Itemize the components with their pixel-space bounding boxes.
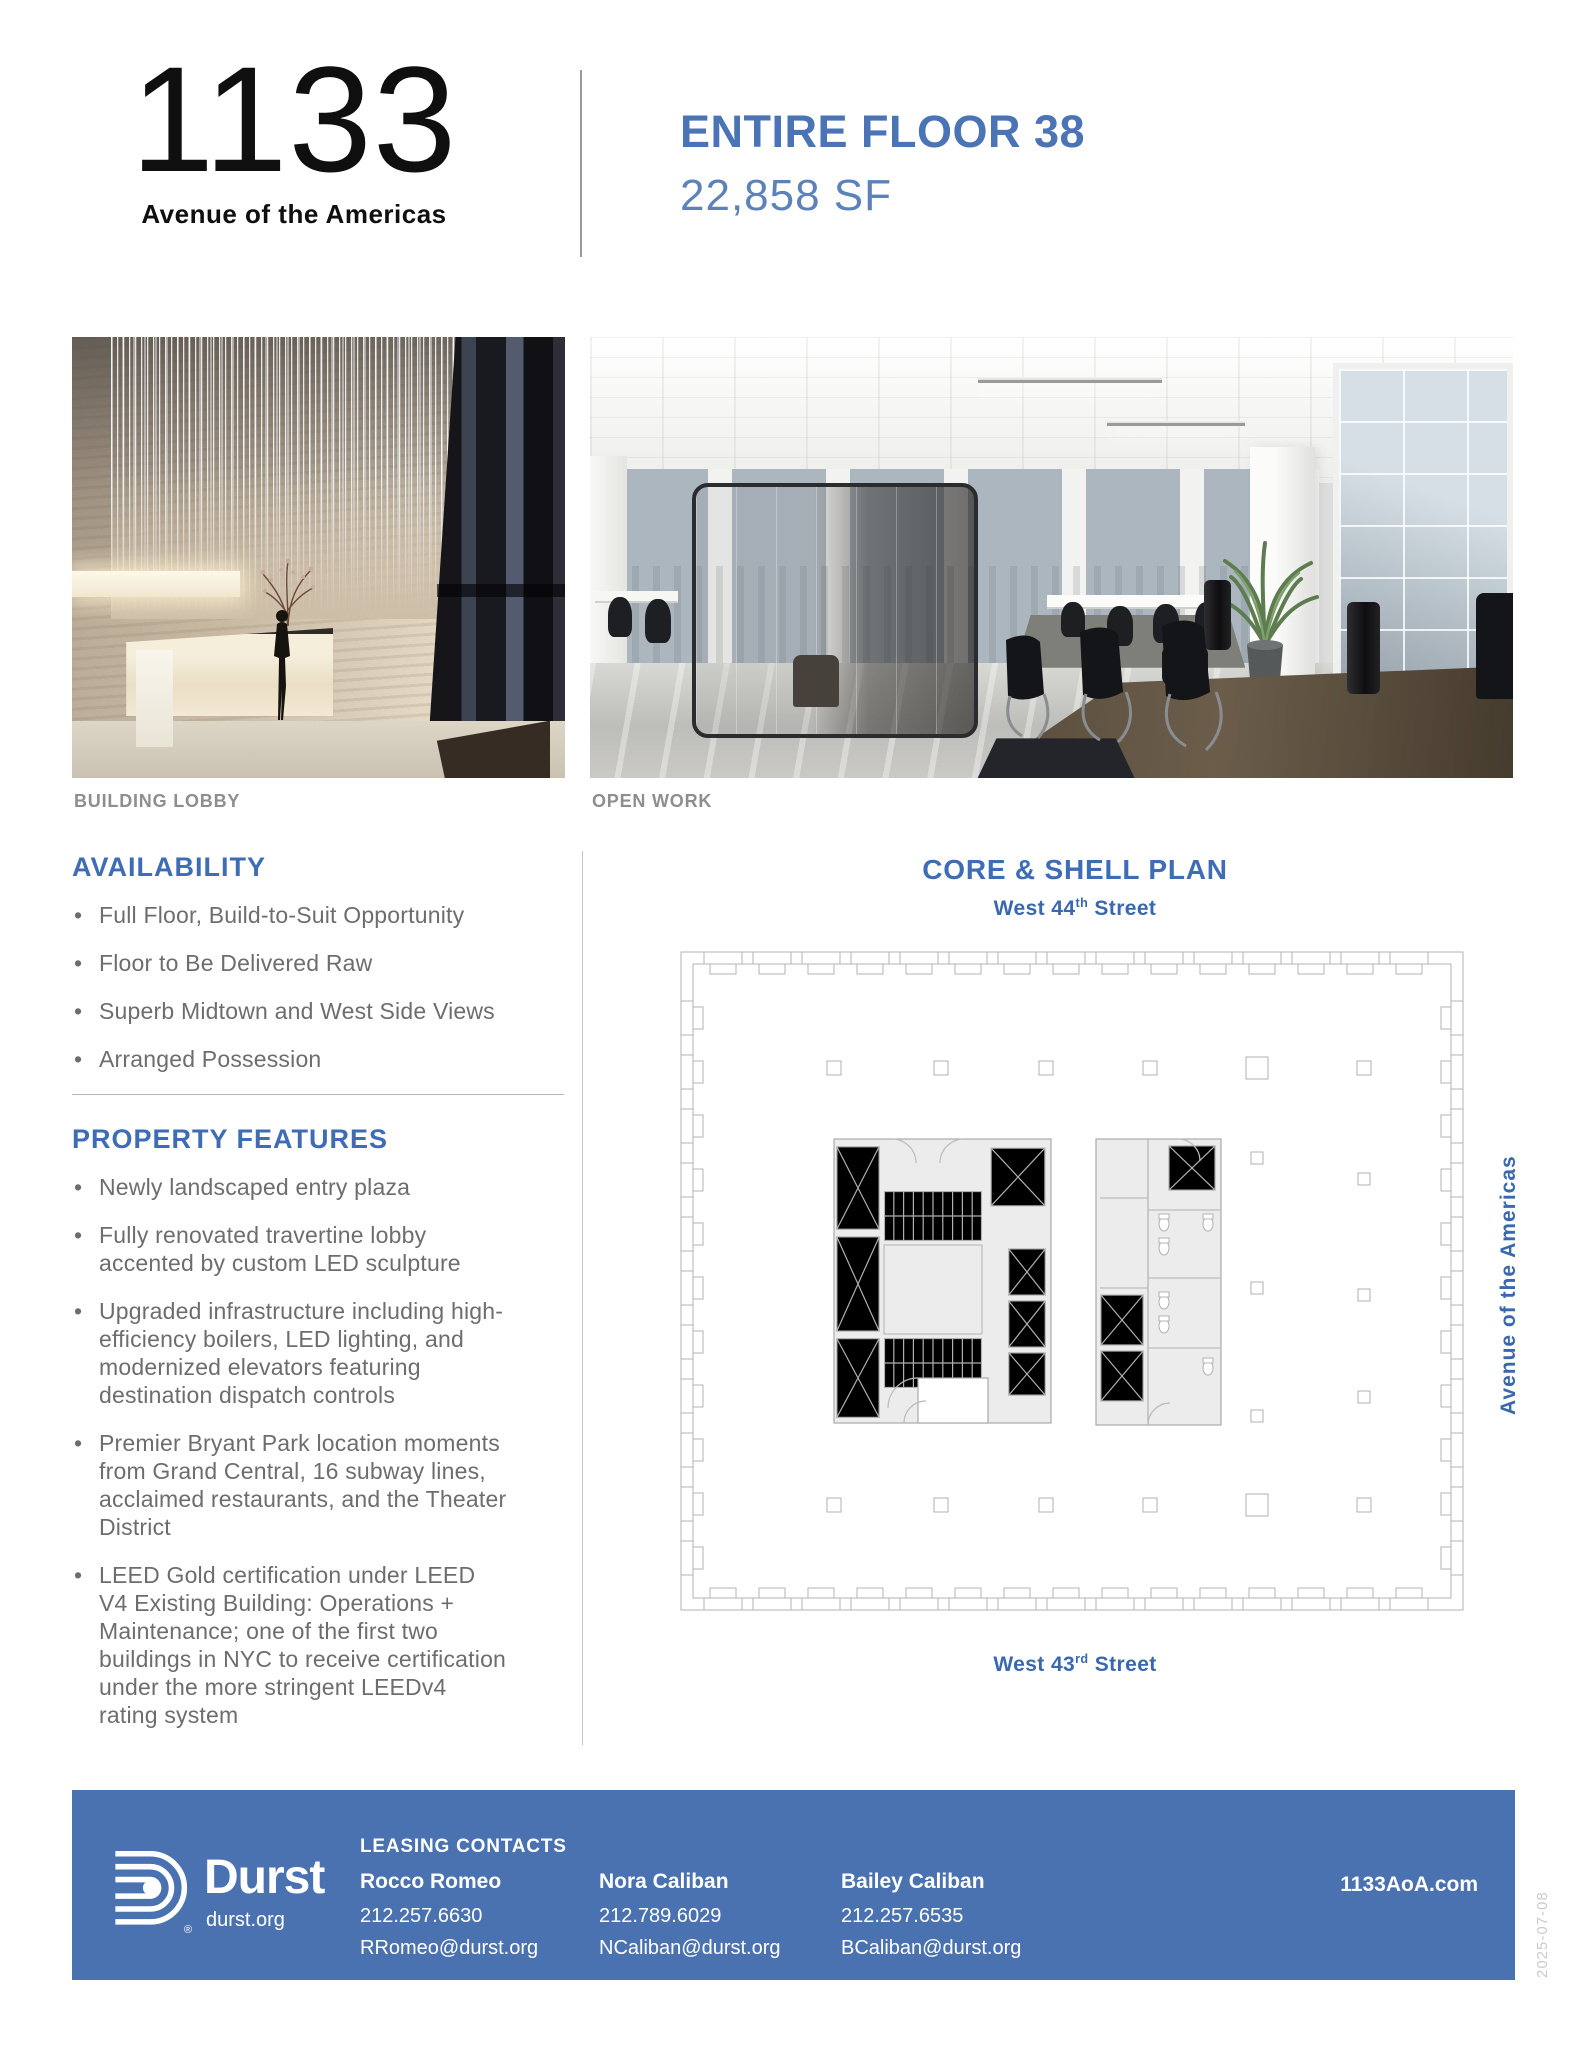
contact-email[interactable]: BCaliban@durst.org	[841, 1937, 1022, 1959]
office-task-chair	[645, 599, 671, 643]
leasing-contact	[360, 1870, 595, 1960]
lobby-window-sill	[437, 584, 565, 597]
lobby-pedestal	[136, 650, 173, 747]
leather-chairs	[996, 610, 1256, 778]
feature-item: • Fully renovated travertine lobby accented by custom LED sculpture	[72, 1221, 510, 1277]
street-label-sup: th	[1075, 896, 1089, 910]
availability-heading: AVAILABILITY	[72, 852, 266, 882]
lobby-person-silhouette	[269, 608, 295, 726]
contact-phone: 212.257.6535	[841, 1905, 964, 1927]
availability-item: • Superb Midtown and West Side Views	[72, 997, 510, 1025]
header-divider	[580, 70, 582, 257]
leasing-contact	[599, 1870, 834, 1960]
street-label-sup: rd	[1075, 1652, 1089, 1666]
street-label-west-43	[660, 1652, 1490, 1677]
building-logo	[118, 35, 470, 230]
contact-phone: 212.257.6630	[360, 1905, 483, 1927]
office-pendant-light	[1107, 421, 1245, 426]
cylinder-lamp	[1347, 602, 1380, 695]
leasing-contact	[841, 1870, 1076, 1960]
street-label-text: West 43	[993, 1653, 1076, 1676]
photo-caption-lobby: BUILDING LOBBY	[74, 791, 241, 811]
floor-plan-drawing	[678, 948, 1468, 1616]
lobby-lit-soffit	[72, 571, 240, 597]
contact-phone: 212.789.6029	[599, 1905, 722, 1927]
listing-title-block	[680, 106, 1085, 221]
section-divider	[72, 1094, 564, 1095]
column-divider	[582, 851, 583, 1745]
plan-heading: CORE & SHELL PLAN	[922, 854, 1228, 885]
building-subtitle: Avenue of the Americas	[141, 199, 447, 229]
footer-bar	[72, 1790, 1515, 1980]
availability-item: • Floor to Be Delivered Raw	[72, 949, 510, 977]
contact-name: Rocco Romeo	[360, 1870, 502, 1893]
registered-mark: ®	[184, 1924, 193, 1936]
contact-name: Nora Caliban	[599, 1870, 729, 1893]
listing-title: ENTIRE FLOOR 38	[680, 106, 1086, 157]
contact-name: Bailey Caliban	[841, 1870, 985, 1893]
building-lobby-photo	[72, 337, 565, 778]
feature-item: • LEED Gold certification under LEED V4 Existing Building: Operations + Maintenance; one of the first two buildings in NYC to receive certification under the more stringent LEEDv4 rating system	[72, 1561, 510, 1729]
street-label-text: West 44	[993, 897, 1076, 920]
office-task-chair	[608, 597, 632, 637]
street-label-text: Street	[1088, 897, 1157, 920]
office-pendant-light	[978, 377, 1163, 383]
durst-logo-icon	[108, 1840, 200, 1932]
date-stamp: 2025-07-08	[1534, 1891, 1551, 1979]
street-label-west-44	[660, 896, 1490, 921]
feature-item: • Premier Bryant Park location moments from Grand Central, 16 subway lines, acclaimed restaurants, and the Theater District	[72, 1429, 510, 1541]
availability-section	[72, 852, 572, 1093]
street-label-avenue-of-americas: Avenue of the Americas	[1497, 1155, 1520, 1415]
leasing-contacts-heading: LEASING CONTACTS	[360, 1836, 567, 1857]
contact-email[interactable]: RRomeo@durst.org	[360, 1937, 539, 1959]
street-label-text: Street	[1088, 1653, 1157, 1676]
listing-size: 22,858 SF	[680, 171, 893, 220]
property-features-section	[72, 1124, 572, 1749]
website-link[interactable]: 1133AoA.com	[1340, 1873, 1478, 1896]
availability-item: • Arranged Possession	[72, 1045, 510, 1073]
availability-item: • Full Floor, Build-to-Suit Opportunity	[72, 901, 510, 929]
feature-item: • Upgraded infrastructure including high-efficiency boilers, LED lighting, and modernized elevators featuring destination dispatch controls	[72, 1297, 510, 1409]
feature-item: • Newly landscaped entry plaza	[72, 1173, 510, 1201]
availability-list	[72, 901, 510, 1073]
features-list	[72, 1173, 510, 1729]
durst-site[interactable]: durst.org	[206, 1909, 285, 1931]
features-heading: PROPERTY FEATURES	[72, 1124, 389, 1154]
durst-wordmark: Durst	[204, 1851, 325, 1904]
leather-chair	[1476, 593, 1513, 699]
photo-caption-open: OPEN WORK	[592, 791, 713, 811]
building-number: 1133	[130, 35, 458, 203]
open-work-photo	[590, 337, 1513, 778]
meeting-room-chair	[793, 655, 839, 708]
contact-email[interactable]: NCaliban@durst.org	[599, 1937, 781, 1959]
